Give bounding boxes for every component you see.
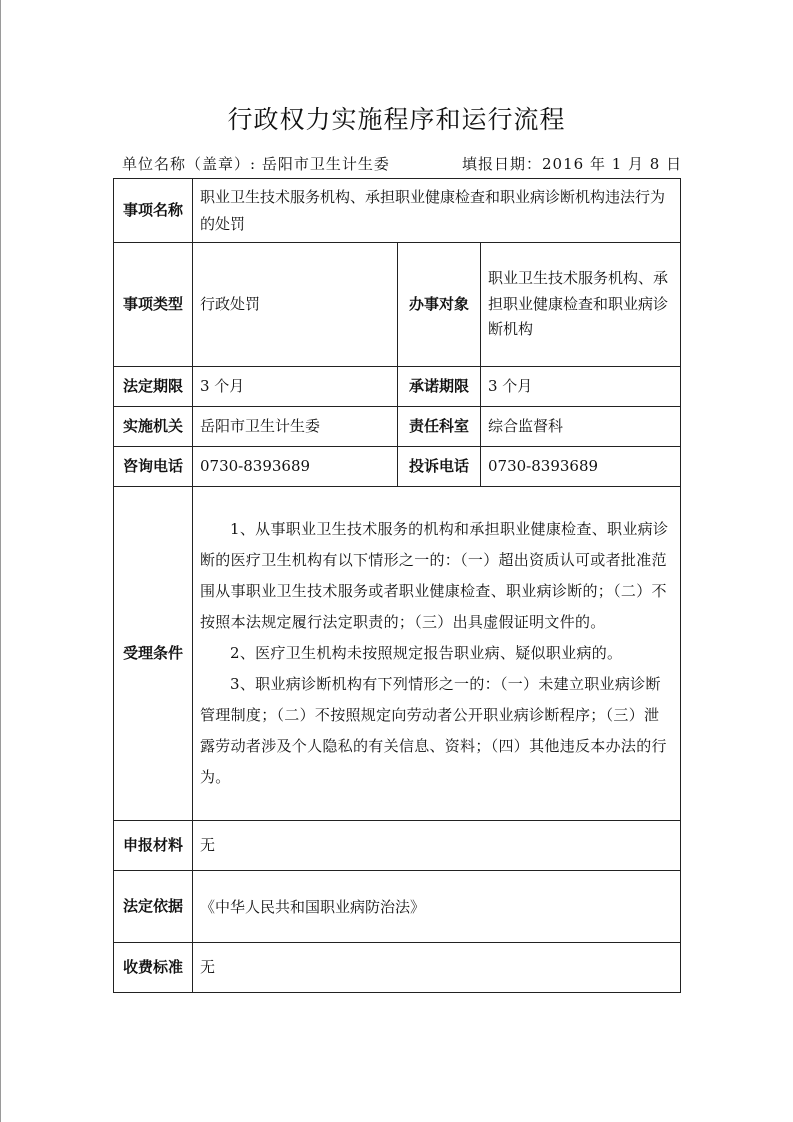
label-materials: 申报材料 (114, 821, 193, 871)
meta-line (122, 153, 683, 173)
value-materials: 无 (193, 821, 681, 871)
condition-paragraph: 2、医疗卫生机构未按照规定报告职业病、疑似职业病的。 (230, 644, 623, 662)
label-dept: 责任科室 (398, 407, 481, 447)
label-target: 办事对象 (398, 243, 481, 367)
label-item-name: 事项名称 (114, 179, 193, 243)
row-agency (114, 407, 681, 447)
label-promised-period: 承诺期限 (398, 367, 481, 407)
value-fee: 无 (193, 943, 681, 993)
value-legal-period: 3 个月 (193, 367, 398, 407)
label-fee: 收费标准 (114, 943, 193, 993)
value-legal-basis: 《中华人民共和国职业病防治法》 (193, 871, 681, 943)
label-legal-period: 法定期限 (114, 367, 193, 407)
value-dept: 综合监督科 (481, 407, 681, 447)
label-consult-phone: 咨询电话 (114, 447, 193, 487)
row-materials (114, 821, 681, 871)
condition-paragraph: 1、从事职业卫生技术服务的机构和承担职业健康检查、职业病诊断的医疗卫生机构有以下情形之一的：（一）超出资质认可或者批准范围从事职业卫生技术服务或者职业健康检查、职业病诊断的；（二）不按照本法规定履行法定职责的；（三）出具虚假证明文件的。 (200, 520, 669, 631)
row-fee (114, 943, 681, 993)
label-legal-basis: 法定依据 (114, 871, 193, 943)
label-item-type: 事项类型 (114, 243, 193, 367)
value-consult-phone: 0730-8393689 (193, 447, 398, 487)
row-period (114, 367, 681, 407)
value-target: 职业卫生技术服务机构、承担职业健康检查和职业病诊断机构 (481, 243, 681, 367)
value-item-type: 行政处罚 (193, 243, 398, 367)
fill-date: 填报日期：2016 年 1 月 8 日 (462, 155, 683, 173)
procedure-table (113, 178, 681, 993)
value-item-name: 职业卫生技术服务机构、承担职业健康检查和职业病诊断机构违法行为的处罚 (193, 179, 681, 243)
row-phone (114, 447, 681, 487)
row-item-name (114, 179, 681, 243)
page-title: 行政权力实施程序和运行流程 (227, 105, 566, 134)
value-conditions (193, 487, 681, 821)
label-agency: 实施机关 (114, 407, 193, 447)
condition-paragraph: 3、职业病诊断机构有下列情形之一的：（一）未建立职业病诊断管理制度；（二）不按照规定向劳动者公开职业病诊断程序；（三）泄露劳动者涉及个人隐私的有关信息、资料；（四）其他违反本办法的行为。 (200, 675, 667, 786)
value-promised-period: 3 个月 (481, 367, 681, 407)
unit-name: 单位名称（盖章）: 岳阳市卫生计生委 (122, 155, 390, 173)
value-complaint-phone: 0730-8393689 (481, 447, 681, 487)
page-left-edge (0, 0, 1, 1122)
label-conditions: 受理条件 (114, 487, 193, 821)
row-conditions (114, 487, 681, 821)
label-complaint-phone: 投诉电话 (398, 447, 481, 487)
value-agency: 岳阳市卫生计生委 (193, 407, 398, 447)
row-item-type (114, 243, 681, 367)
row-legal-basis (114, 871, 681, 943)
